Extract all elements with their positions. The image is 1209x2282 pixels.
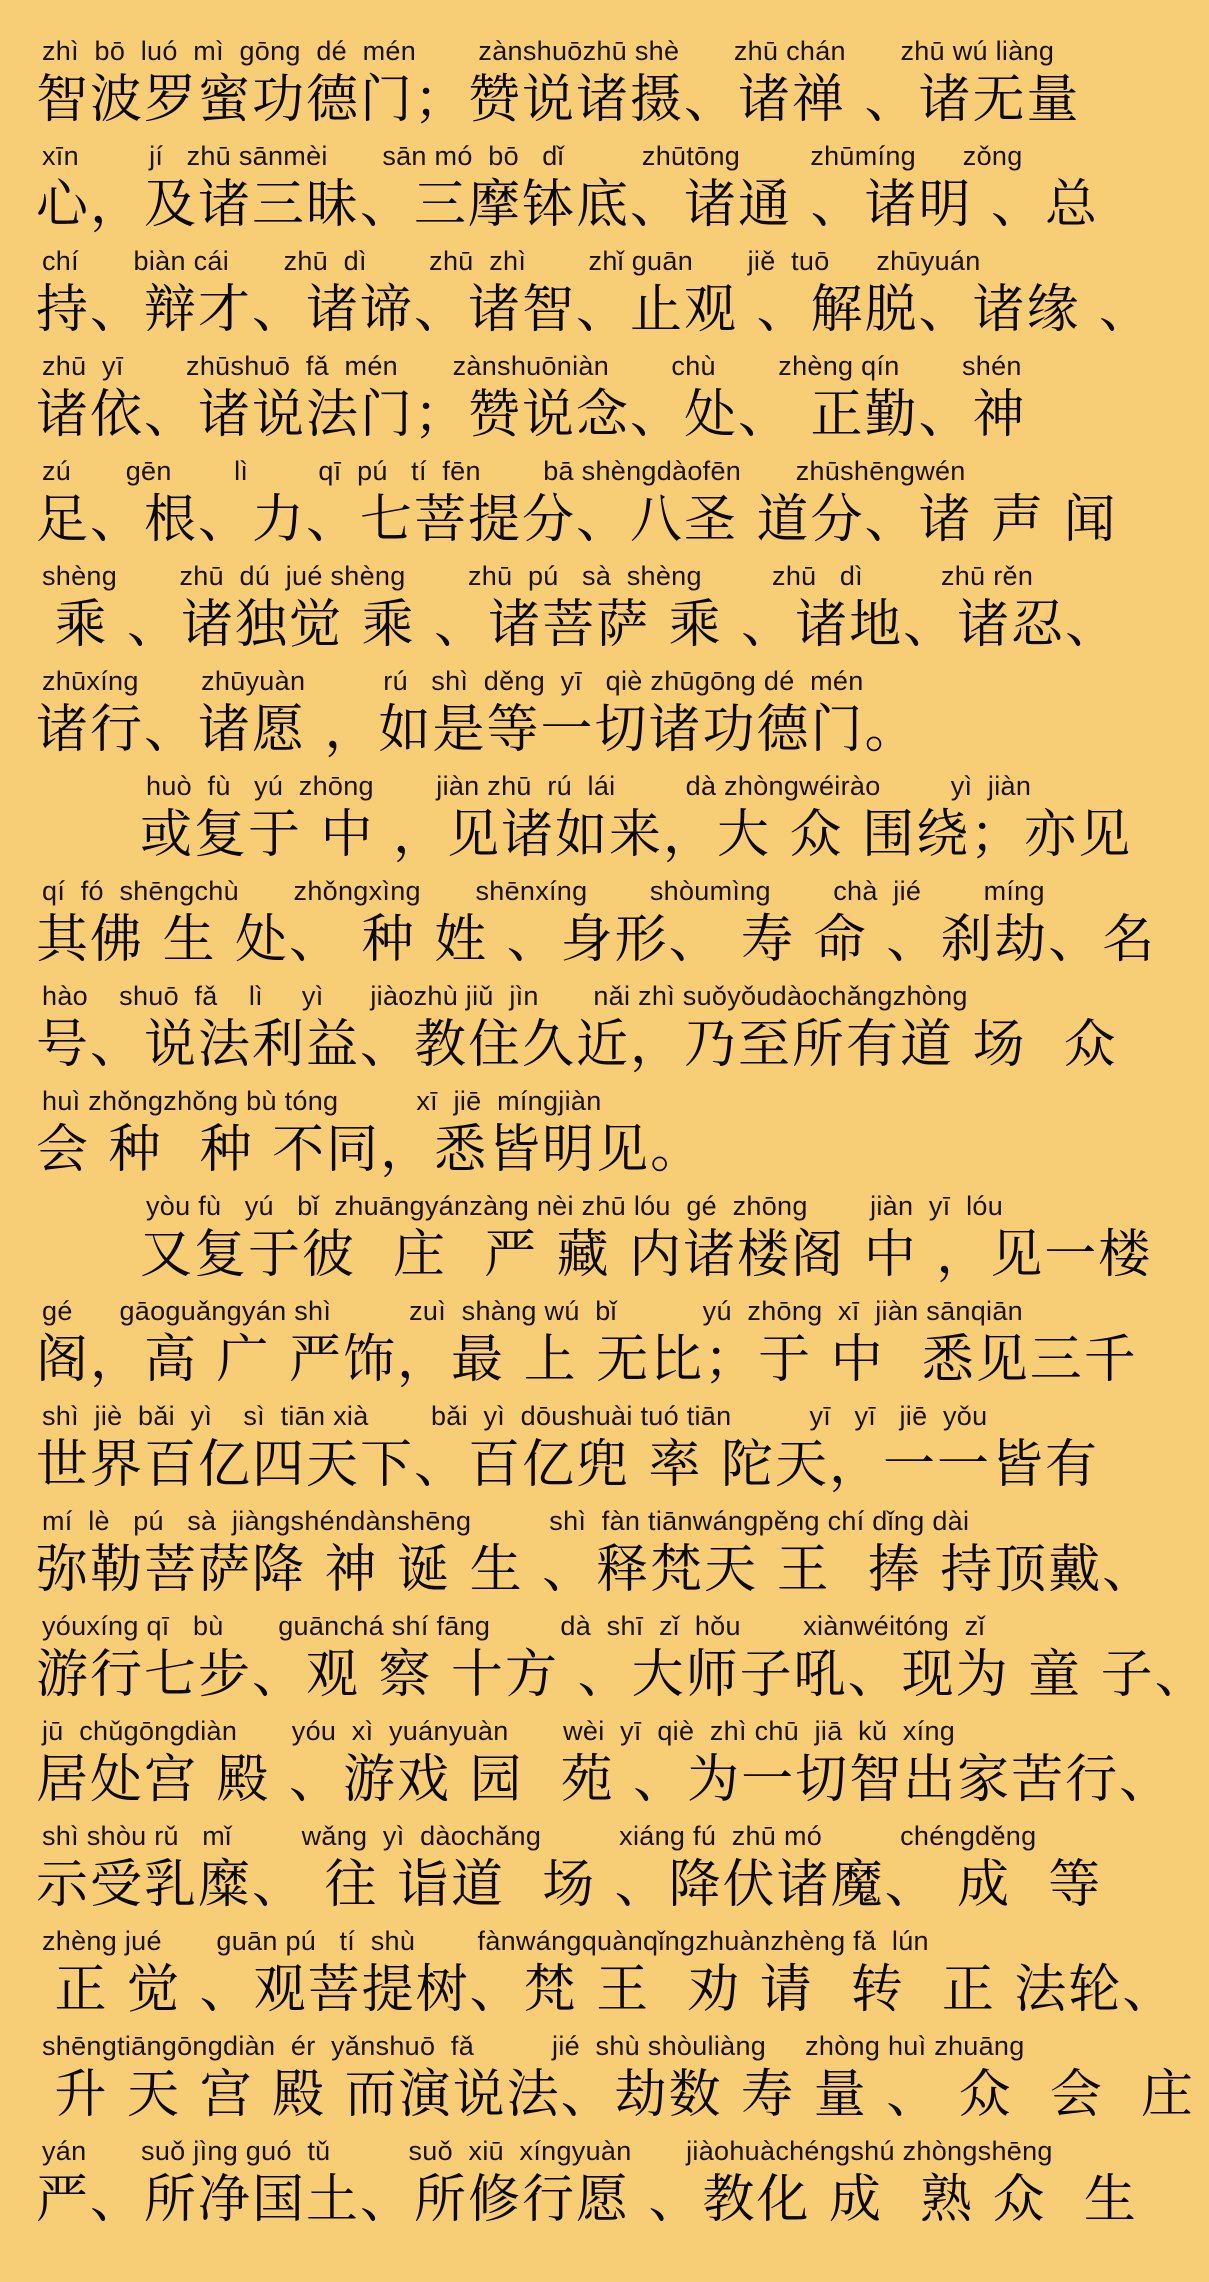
pinyin-annotation: huì zhǒngzhǒng bù tóng xī jiē míngjiàn bbox=[42, 1086, 602, 1116]
text-line bbox=[36, 349, 1044, 454]
pinyin-annotation: yòu fù yú bǐ zhuāngyánzàng nèi zhū lóu gé zhōng jiàn yī lóu bbox=[146, 1191, 1004, 1221]
text-line bbox=[36, 1819, 1103, 1924]
pinyin-annotation: shēngtiāngōngdiàn ér yǎnshuō fǎ jié shù shòuliàng zhòng huì zhuāng bbox=[42, 2031, 1025, 2061]
hanzi-text: 诸依、诸说法门；赞说念、处、 正勤、神 bbox=[36, 385, 1027, 445]
pinyin-annotation: hào shuō fǎ lì yì jiàozhù jiǔ jìn nǎi zhì suǒyǒudàochǎngzhòng bbox=[42, 981, 968, 1011]
hanzi-text: 示受乳糜、 往 诣道 场 、降伏诸魔、 成 等 bbox=[36, 1855, 1103, 1915]
pinyin-annotation: xīn jí zhū sānmèi sān mó bō dǐ zhūtōng zhūmíng zǒng bbox=[42, 141, 1023, 171]
hanzi-text: 又复于彼 庄 严 藏 内诸楼阁 中 ，见一楼 bbox=[140, 1225, 1153, 1285]
hanzi-text: 弥勒菩萨降 神 诞 生 、释梵天 王 捧 持顶戴、 bbox=[36, 1540, 1157, 1600]
hanzi-text: 会 种 种 不同，悉皆明见。 bbox=[36, 1120, 705, 1180]
pinyin-annotation: shì shòu rǔ mǐ wǎng yì dàochǎng xiáng fú zhū mó chéngděng bbox=[42, 1821, 1037, 1851]
text-line bbox=[36, 979, 1118, 1084]
hanzi-text: 号、说法利益、教住久近，乃至所有道 场 众 bbox=[36, 1015, 1118, 1075]
pinyin-annotation: shì jiè bǎi yì sì tiān xià bǎi yì dōushuài tuó tiān yī yī jiē yǒu bbox=[42, 1401, 988, 1431]
pinyin-annotation: zhì bō luó mì gōng dé mén zànshuōzhū shè zhū chán zhū wú liàng bbox=[42, 36, 1055, 66]
pinyin-annotation: qí fó shēngchù zhǒngxìng shēnxíng shòumìng chà jié míng bbox=[42, 876, 1045, 906]
text-line bbox=[36, 2029, 1195, 2134]
pinyin-annotation: zú gēn lì qī pú tí fēn bā shèngdàofēn zhūshēngwén bbox=[42, 456, 966, 486]
text-line bbox=[36, 1189, 1153, 1294]
hanzi-text: 严、所净国土、所修行愿 、教化 成 熟 众 生 bbox=[36, 2170, 1138, 2230]
pinyin-annotation: mí lè pú sà jiàngshéndànshēng shì fàn tiānwángpěng chí dǐng dài bbox=[42, 1506, 970, 1536]
text-line bbox=[36, 139, 1100, 244]
text-line bbox=[36, 769, 1133, 874]
text-line bbox=[36, 454, 1118, 559]
pinyin-annotation: gé gāoguǎngyán shì zuì shàng wú bǐ yú zhōng xī jiàn sānqiān bbox=[42, 1296, 1023, 1326]
hanzi-text: 智波罗蜜功德门；赞说诸摄、诸禅 、诸无量 bbox=[36, 70, 1081, 130]
hanzi-text: 或复于 中 ，见诸如来，大 众 围绕；亦见 bbox=[140, 805, 1133, 865]
text-line bbox=[36, 34, 1081, 139]
pinyin-annotation: zhū yī zhūshuō fǎ mén zànshuōniàn chù zhèng qín shén bbox=[42, 351, 1022, 381]
text-line bbox=[36, 874, 1157, 979]
pinyin-annotation: chí biàn cái zhū dì zhū zhì zhǐ guān jiě tuō zhūyuán bbox=[42, 246, 981, 276]
text-line bbox=[36, 559, 1120, 664]
text-line bbox=[36, 1084, 1044, 1189]
hanzi-text: 升 天 宫 殿 而演说法、劫数 寿 量 、 众 会 庄 bbox=[36, 2065, 1195, 2125]
pinyin-annotation: shèng zhū dú jué shèng zhū pú sà shèng zhū dì zhū rěn bbox=[42, 561, 1034, 591]
text-line bbox=[36, 1294, 1138, 1399]
pinyin-annotation: yán suǒ jìng guó tǔ suǒ xiū xíngyuàn jiàohuàchéngshú zhòngshēng bbox=[42, 2136, 1053, 2166]
text-line bbox=[36, 1504, 1157, 1609]
text-line bbox=[36, 1714, 1174, 1819]
pinyin-annotation: yóuxíng qī bù guānchá shí fāng dà shī zǐ hǒu xiànwéitóng zǐ bbox=[42, 1611, 985, 1641]
hanzi-text: 乘 、诸独觉 乘 、诸菩萨 乘 、诸地、诸忍、 bbox=[36, 595, 1120, 655]
hanzi-text: 游行七步、观 察 十方 、大师子吼、现为 童 子、 bbox=[36, 1645, 1209, 1705]
text-line bbox=[36, 1609, 1209, 1714]
text-line bbox=[36, 1399, 1100, 1504]
hanzi-text: 居处宫 殿 、游戏 园 苑 、为一切智出家苦行、 bbox=[36, 1750, 1174, 1810]
pinyin-annotation: huò fù yú zhōng jiàn zhū rú lái dà zhòngwéirào yì jiàn bbox=[146, 771, 1032, 801]
hanzi-text: 心，及诸三昧、三摩钵底、诸通 、诸明 、总 bbox=[36, 175, 1100, 235]
hanzi-text: 正 觉 、观菩提树、梵 王 劝 请 转 正 法轮、 bbox=[36, 1960, 1177, 2020]
pinyin-annotation: zhūxíng zhūyuàn rú shì děng yī qiè zhūgōng dé mén bbox=[42, 666, 864, 696]
pinyin-annotation: zhèng jué guān pú tí shù fànwángquànqǐngzhuànzhèng fǎ lún bbox=[42, 1926, 929, 1956]
hanzi-text: 其佛 生 处、 种 姓 、身形、 寿 命 、刹劫、名 bbox=[36, 910, 1157, 970]
hanzi-text: 诸行、诸愿 ，如是等一切诸功德门。 bbox=[36, 700, 919, 760]
text-line bbox=[36, 244, 1154, 349]
text-line bbox=[36, 1924, 1177, 2029]
text-line bbox=[36, 664, 1044, 769]
hanzi-text: 持、辩才、诸谛、诸智、止观 、解脱、诸缘 、 bbox=[36, 280, 1154, 340]
text-line bbox=[36, 2134, 1138, 2239]
hanzi-text: 阁，高 广 严饰，最 上 无比；于 中 悉见三千 bbox=[36, 1330, 1138, 1390]
hanzi-text: 世界百亿四天下、百亿兜 率 陀天，一一皆有 bbox=[36, 1435, 1100, 1495]
hanzi-text: 足、根、力、七菩提分、八圣 道分、诸 声 闻 bbox=[36, 490, 1118, 550]
pinyin-annotation: jū chǔgōngdiàn yóu xì yuányuàn wèi yī qiè zhì chū jiā kǔ xíng bbox=[42, 1716, 956, 1746]
